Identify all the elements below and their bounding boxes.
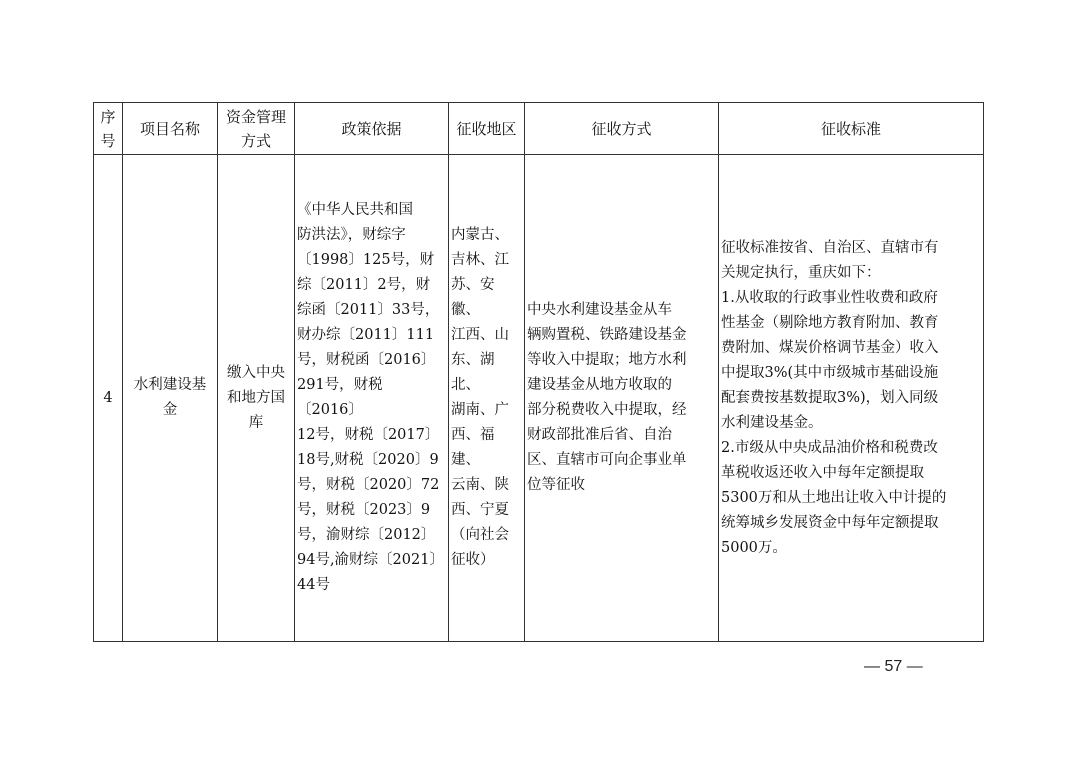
table-header-row <box>94 103 984 155</box>
header-fund: 资金管理 方式 <box>218 103 295 155</box>
table-row <box>94 155 984 642</box>
fee-table <box>93 102 984 642</box>
page-number: — 57 — <box>864 658 923 675</box>
header-name: 项目名称 <box>123 103 218 155</box>
cell-policy: 《中华人民共和国 防洪法》，财综字 〔1998〕125号，财 综〔2011〕2号，财 综函〔2011〕33号， 财办综〔2011〕111 号，财税函〔2016〕 291号，财税〔2016〕 12号，财税〔2017〕 18号,财税〔2020〕9 号，财税〔2020〕72 号，财税〔2023〕9 号，渝财综〔2012〕 94号,渝财综〔2021〕 44号 <box>295 155 449 642</box>
cell-fund: 缴入中央 和地方国 库 <box>218 155 295 642</box>
header-standard: 征收标准 <box>719 103 984 155</box>
cell-standard: 征收标准按省、自治区、直辖市有 关规定执行，重庆如下： 1.从收取的行政事业性收费和政府 性基金（剔除地方教育附加、教育 费附加、煤炭价格调节基金）收入 中提取3%(其中市级城市基础设施 配套费按基数提取3%)，划入同级 水利建设基金。 2.市级从中央成品油价格和税费改 革税收返还收入中每年定额提取 5300万和从土地出让收入中计提的 统筹城乡发展资金中每年定额提取 5000万。 <box>719 155 984 642</box>
header-policy: 政策依据 <box>295 103 449 155</box>
header-region: 征收地区 <box>449 103 525 155</box>
cell-method: 中央水利建设基金从车 辆购置税、铁路建设基金 等收入中提取；地方水利 建设基金从地方收取的 部分税费收入中提取，经 财政部批准后省、自治 区、直辖市可向企事业单 位等征收 <box>525 155 719 642</box>
header-method: 征收方式 <box>525 103 719 155</box>
cell-name: 水利建设基 金 <box>123 155 218 642</box>
cell-region: 内蒙古、 吉林、江 苏、安徽、 江西、山 东、湖北、 湖南、广 西、福建、 云南、陕 西、宁夏 （向社会 征收） <box>449 155 525 642</box>
cell-seq: 4 <box>94 155 123 642</box>
header-seq: 序 号 <box>94 103 123 155</box>
